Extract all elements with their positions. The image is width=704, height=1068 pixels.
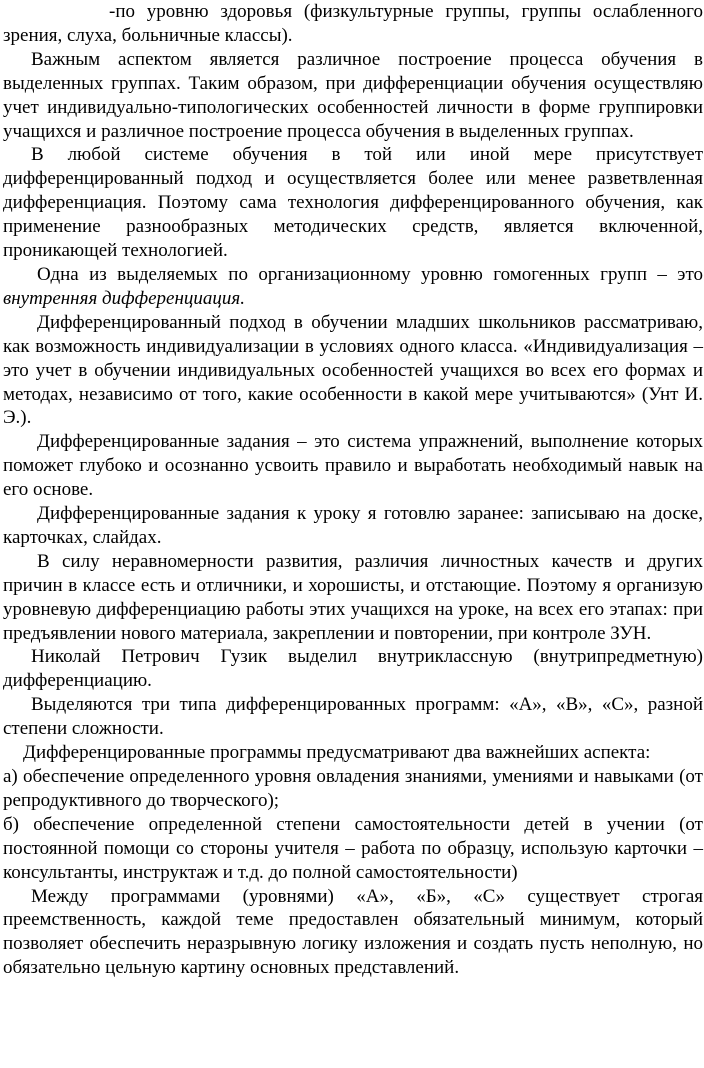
paragraph-differentiated-tasks: Дифференцированные задания – это система упражнений, выполнение которых поможет глубоко и осознанно усвоить правило и выработать необходимый навык на его основе. xyxy=(3,431,703,501)
paragraph-three-program-types: Выделяются три типа дифференцированных программ: «А», «В», «С», разной степени сложности. xyxy=(3,694,703,740)
paragraph-two-aspects: Дифференцированные программы предусматривают два важнейших аспекта: xyxy=(23,742,651,764)
paragraph-uneven-development: В силу неравномерности развития, различия личностных качеств и других причин в классе есть и отличники, и хорошисты, и отстающие. Поэтому я организую уровневую дифференциацию работы этих учащихся на уроке, на всех его этапах: при предъявлении нового материала, закреплении и повторении, при контроле ЗУН. xyxy=(3,550,703,644)
paragraph-continuity: Между программами (уровнями) «А», «Б», «С» существует строгая преемственность, каждой теме предоставлен обязательный минимум, который позволяет обеспечить неразрывную логику изложения и создать пусть неполную, но обязательно цельную картину основных представлений. xyxy=(3,885,703,979)
paragraph-homogeneous-groups-text: Одна из выделяемых по организационному уровню гомогенных групп – это xyxy=(37,263,703,285)
paragraph-differentiated-approach: Дифференцированный подход в обучении младших школьников рассматриваю, как возможность индивидуализации в условиях одного класса. «Индивидуализация – это учет в обучении индивидуальных особенностей учащихся во всех его формах и методах, независимо от того, какие особенности в какой мере учитываются» (Унт И. Э.). xyxy=(3,311,703,429)
list-item-b: б) обеспечение определенной степени самостоятельности детей в учении (от постоянной помощи со стороны учителя – работа по образцу, использую карточки – консультанты, инструктаж и т.д. до полной самостоятельности) xyxy=(3,813,703,883)
document-page xyxy=(3,0,703,980)
list-item-a: а) обеспечение определенного уровня овладения знаниями, умениями и навыками (от репродуктивного до творческого); xyxy=(3,766,703,811)
paragraph-homogeneous-groups xyxy=(3,263,703,311)
paragraph-guzik: Николай Петрович Гузик выделил внутриклассную (внутрипредметную) дифференциацию. xyxy=(3,646,703,692)
internal-differentiation-term: внутренняя дифференциация. xyxy=(3,287,245,309)
paragraph-important-aspect: Важным аспектом является различное построение процесса обучения в выделенных группах. Таким образом, при дифференциации обучения осуществляю учет индивидуально-типологических особенностей личности в форме группировки учащихся и различное построение процесса обучения в выделенных группах. xyxy=(3,48,703,142)
paragraph-health-level: -по уровню здоровья (физкультурные группы, группы ослабленного зрения, слуха, больничные классы). xyxy=(3,1,703,46)
paragraph-tasks-preparation: Дифференцированные задания к уроку я готовлю заранее: записываю на доске, карточках, слайдах. xyxy=(3,503,703,548)
paragraph-any-system: В любой системе обучения в той или иной мере присутствует дифференцированный подход и осуществляется более или менее разветвленная дифференциация. Поэтому сама технология дифференцированного обучения, как применение разнообразных методических средств, является включенной, проникающей технологией. xyxy=(3,144,703,262)
